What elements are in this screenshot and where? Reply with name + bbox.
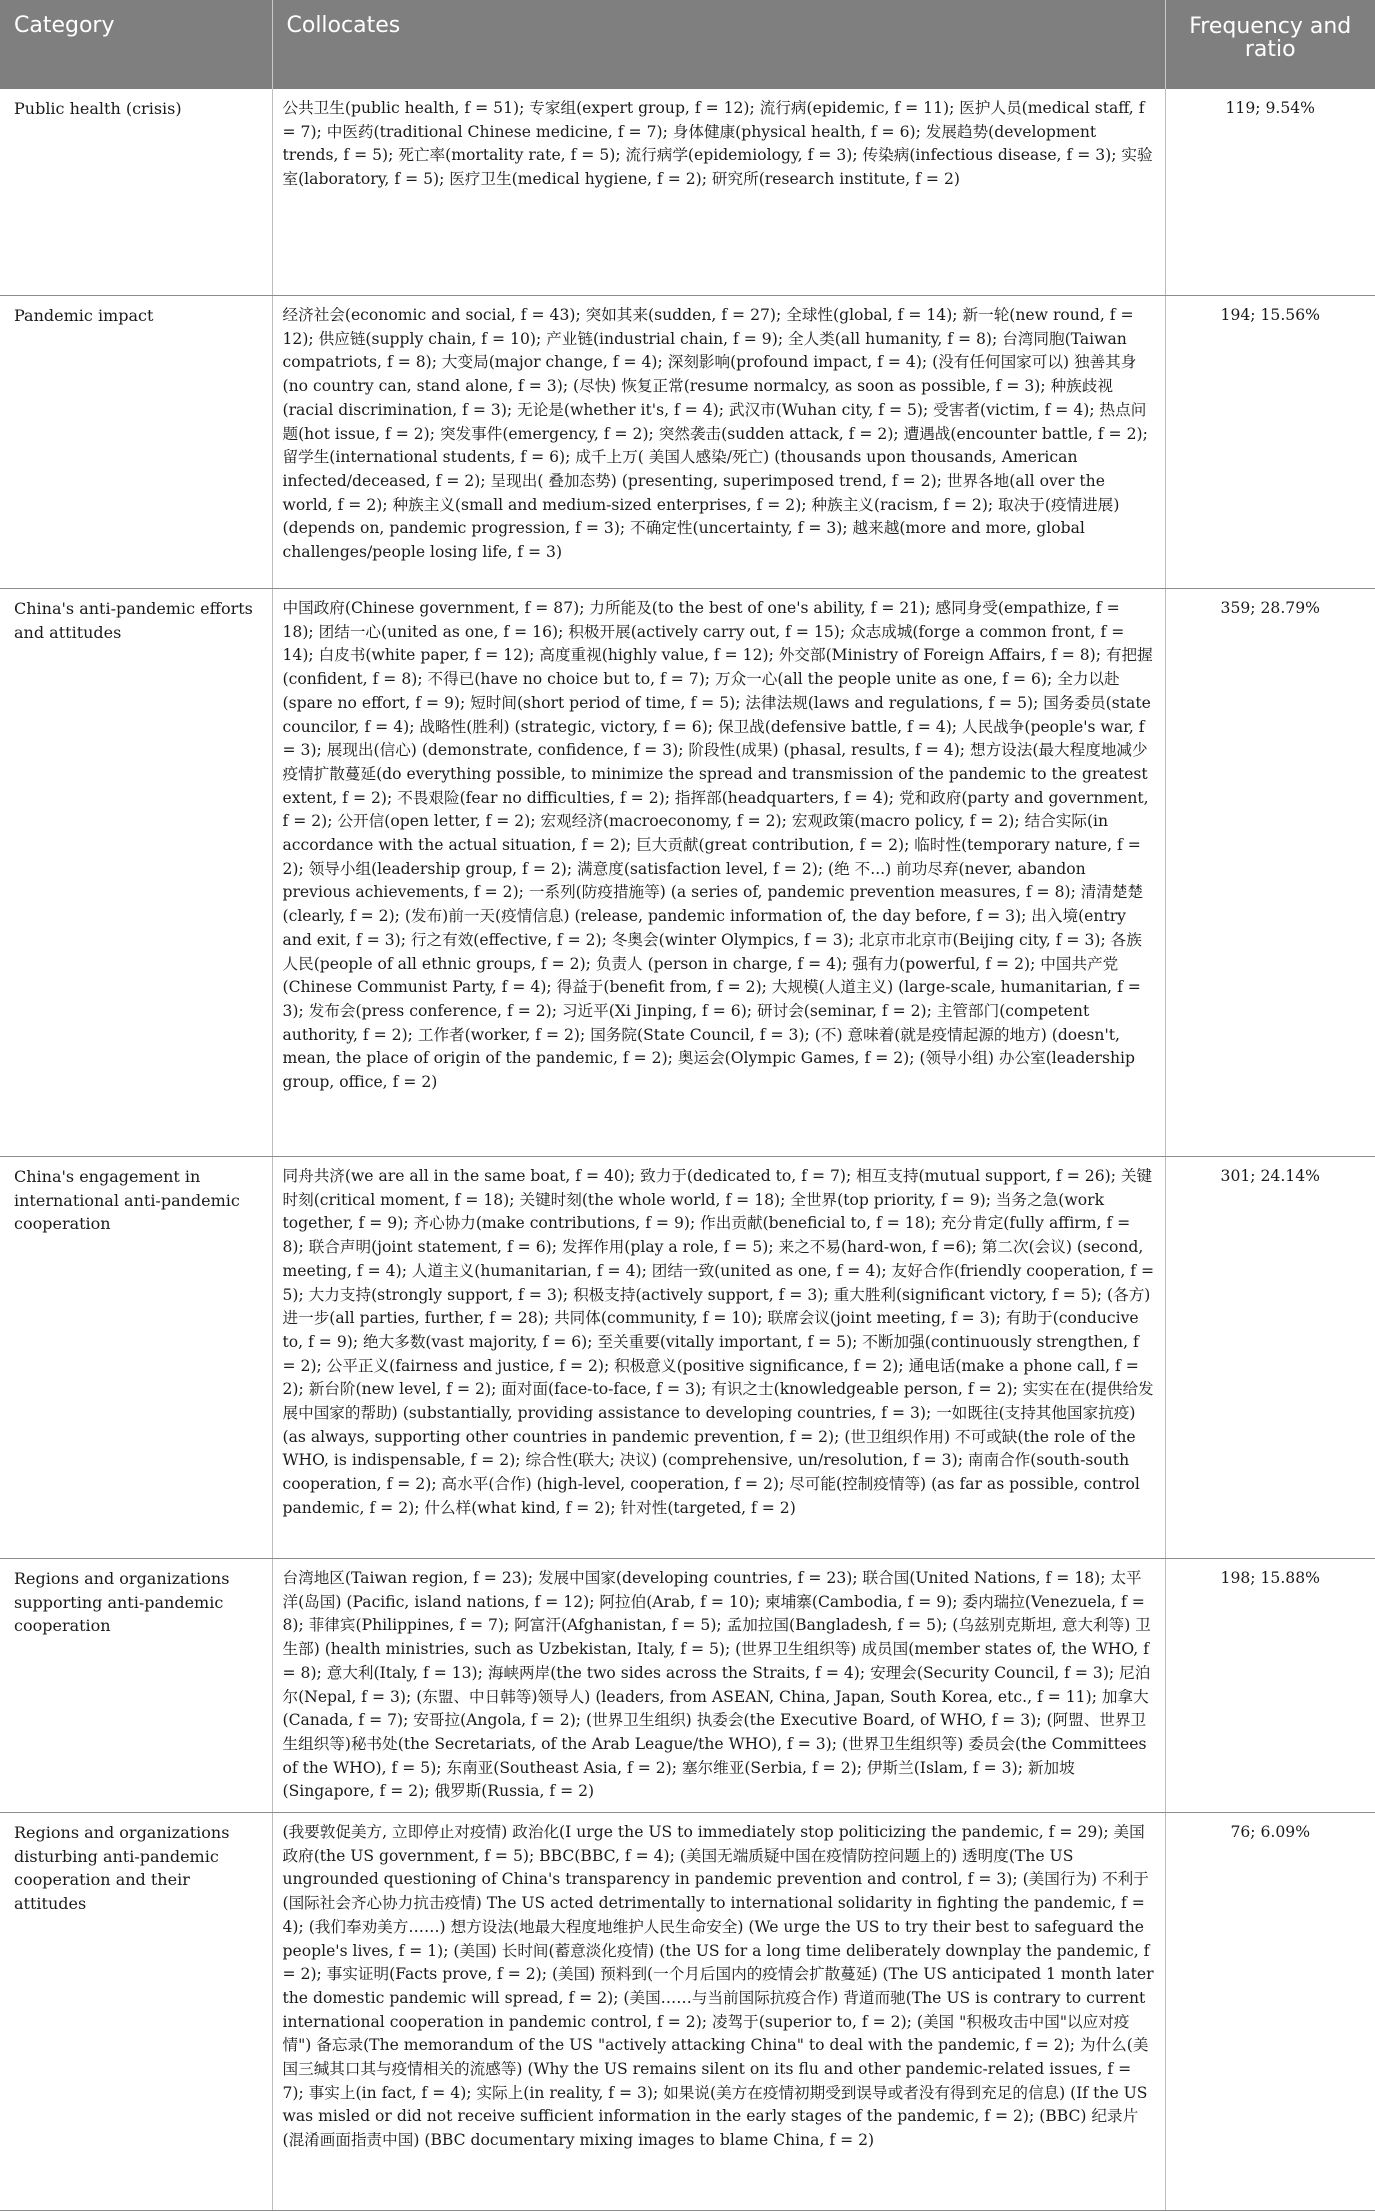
frequency-cell: 194; 15.56%: [1165, 296, 1375, 589]
table-row: [0, 589, 1375, 1157]
collocates-cell: 同舟共济(we are all in the same boat, f = 40); 致力于(dedicated to, f = 7); 相互支持(mutual support, f = 26); 关键时刻(critical moment, f = 18); 关键时刻(the whole world, f = 18); 全世界(top priority, f = 9); 当务之急(work together, f = 9); 齐心协力(make contributions, f = 9); 作出贡献(beneficial to, f = 18); 充分肯定(fully affirm, f = 8); 联合声明(joint statement, f = 6); 发挥作用(play a role, f = 5); 来之不易(hard-won, f =6); 第二次(会议) (second, meeting, f = 4); 人道主义(humanitarian, f = 4); 团结一致(united as one, f = 4); 友好合作(friendly cooperation, f = 5); 大力支持(strongly support, f = 3); 积极支持(actively support, f = 3); 重大胜利(significant victory, f = 5); (各方) 进一步(all parties, further, f = 28); 共同体(community, f = 10); 联席会议(joint meeting, f = 3); 有助于(conducive to, f = 9); 绝大多数(vast majority, f = 6); 至关重要(vitally important, f = 5); 不断加强(continuously strengthen, f = 2); 公平正义(fairness and justice, f = 2); 积极意义(positive significance, f = 2); 通电话(make a phone call, f = 2); 新台阶(new level, f = 2); 面对面(face-to-face, f = 3); 有识之士(knowledgeable person, f = 2); 实实在在(提供给发展中国家的帮助) (substantially, providing assistance to developing countries, f = 3); 一如既往(支持其他国家抗疫) (as always, supporting other countries in pandemic prevention, f = 2); (世卫组织作用) 不可或缺(the role of the WHO, is indispensable, f = 2); 综合性(联大; 决议) (comprehensive, un/resolution, f = 3); 南南合作(south-south cooperation, f = 2); 高水平(合作) (high-level, cooperation, f = 2); 尽可能(控制疫情等) (as far as possible, control pandemic, f = 2); 什么样(what kind, f = 2); 针对性(targeted, f = 2): [272, 1157, 1165, 1559]
frequency-cell: 119; 9.54%: [1165, 89, 1375, 296]
collocates-cell: (我要敦促美方, 立即停止对疫情) 政治化(I urge the US to immediately stop politicizing the pandemic, f = 29); 美国政府(the US government, f = 5); BBC(BBC, f = 4); (美国无端质疑中国在疫情防控问题上的) 透明度(The US ungrounded questioning of China's transparency in pandemic prevention and control, f = 3); (美国行为) 不利于(国际社会齐心协力抗击疫情) The US acted detrimentally to international solidarity in fighting the pandemic, f = 4); (我们奉劝美方……) 想方设法(地最大程度地维护人民生命安全) (We urge the US to try their best to safeguard the people's lives, f = 1); (美国) 长时间(蓄意淡化疫情) (the US for a long time deliberately downplay the pandemic, f = 2); 事实证明(Facts prove, f = 2); (美国) 预料到(一个月后国内的疫情会扩散蔓延) (The US anticipated 1 month later the domestic pandemic will spread, f = 2); (美国……与当前国际抗疫合作) 背道而驰(The US is contrary to current international cooperation in pandemic control, f = 2); 凌驾于(superior to, f = 2); (美国 "积极攻击中国"以应对疫情") 备忘录(The memorandum of the US "actively attacking China" to deal with the pandemic, f = 2); 为什么(美国三缄其口其与疫情相关的流感等) (Why the US remains silent on its flu and other pandemic-related issues, f = 7); 事实上(in fact, f = 4); 实际上(in reality, f = 3); 如果说(美方在疫情初期受到误导或者没有得到充足的信息) (If the US was misled or did not receive sufficient information in the early stages of the pandemic, f = 2); (BBC) 纪录片(混淆画面指责中国) (BBC documentary mixing images to blame China, f = 2): [272, 1813, 1165, 2211]
header-collocates: Collocates: [272, 0, 1165, 89]
frequency-cell: 301; 24.14%: [1165, 1157, 1375, 1559]
table-row: [0, 1157, 1375, 1559]
header-frequency: Frequency and ratio: [1165, 0, 1375, 89]
table-row: [0, 1559, 1375, 1813]
table-row: [0, 1813, 1375, 2211]
category-cell: Pandemic impact: [0, 296, 272, 589]
table-row: [0, 296, 1375, 589]
category-cell: Regions and organizations disturbing anti-pandemic cooperation and their attitudes: [0, 1813, 272, 2211]
category-cell: Public health (crisis): [0, 89, 272, 296]
header-category: Category: [0, 0, 272, 89]
collocates-cell: 中国政府(Chinese government, f = 87); 力所能及(to the best of one's ability, f = 21); 感同身受(empathize, f = 18); 团结一心(united as one, f = 16); 积极开展(actively carry out, f = 15); 众志成城(forge a common front, f = 14); 白皮书(white paper, f = 12); 高度重视(highly value, f = 12); 外交部(Ministry of Foreign Affairs, f = 8); 有把握(confident, f = 8); 不得已(have no choice but to, f = 7); 万众一心(all the people unite as one, f = 6); 全力以赴(spare no effort, f = 9); 短时间(short period of time, f = 5); 法律法规(laws and regulations, f = 5); 国务委员(state councilor, f = 4); 战略性(胜利) (strategic, victory, f = 6); 保卫战(defensive battle, f = 4); 人民战争(people's war, f = 3); 展现出(信心) (demonstrate, confidence, f = 3); 阶段性(成果) (phasal, results, f = 4); 想方设法(最大程度地减少疫情扩散蔓延(do everything possible, to minimize the spread and transmission of the pandemic to the greatest extent, f = 2); 不畏艰险(fear no difficulties, f = 2); 指挥部(headquarters, f = 4); 党和政府(party and government, f = 2); 公开信(open letter, f = 2); 宏观经济(macroeconomy, f = 2); 宏观政策(macro policy, f = 2); 结合实际(in accordance with the actual situation, f = 2); 巨大贡献(great contribution, f = 2); 临时性(temporary nature, f = 2); 领导小组(leadership group, f = 2); 满意度(satisfaction level, f = 2); (绝 不...) 前功尽弃(never, abandon previous achievements, f = 2); 一系列(防疫措施等) (a series of, pandemic prevention measures, f = 8); 清清楚楚(clearly, f = 2); (发布)前一天(疫情信息) (release, pandemic information of, the day before, f = 3); 出入境(entry and exit, f = 3); 行之有效(effective, f = 2); 冬奥会(winter Olympics, f = 3); 北京市北京市(Beijing city, f = 3); 各族人民(people of all ethnic groups, f = 2); 负责人 (person in charge, f = 4); 强有力(powerful, f = 2); 中国共产党(Chinese Communist Party, f = 4); 得益于(benefit from, f = 2); 大规模(人道主义) (large-scale, humanitarian, f = 3); 发布会(press conference, f = 2); 习近平(Xi Jinping, f = 6); 研讨会(seminar, f = 2); 主管部门(competent authority, f = 2); 工作者(worker, f = 2); 国务院(State Council, f = 3); (不) 意味着(就是疫情起源的地方) (doesn't, mean, the place of origin of the pandemic, f = 2); 奥运会(Olympic Games, f = 2); (领导小组) 办公室(leadership group, office, f = 2): [272, 589, 1165, 1157]
category-cell: Regions and organizations supporting anti-pandemic cooperation: [0, 1559, 272, 1813]
frequency-cell: 359; 28.79%: [1165, 589, 1375, 1157]
header-row: [0, 0, 1375, 89]
table-row: [0, 89, 1375, 296]
category-cell: China's engagement in international anti-pandemic cooperation: [0, 1157, 272, 1559]
collocates-cell: 公共卫生(public health, f = 51); 专家组(expert group, f = 12); 流行病(epidemic, f = 11); 医护人员(medical staff, f = 7); 中医药(traditional Chinese medicine, f = 7); 身体健康(physical health, f = 6); 发展趋势(development trends, f = 5); 死亡率(mortality rate, f = 5); 流行病学(epidemiology, f = 3); 传染病(infectious disease, f = 3); 实验室(laboratory, f = 5); 医疗卫生(medical hygiene, f = 2); 研究所(research institute, f = 2): [272, 89, 1165, 296]
collocates-cell: 台湾地区(Taiwan region, f = 23); 发展中国家(developing countries, f = 23); 联合国(United Nations, f = 18); 太平洋(岛国) (Pacific, island nations, f = 12); 阿拉伯(Arab, f = 10); 柬埔寨(Cambodia, f = 9); 委内瑞拉(Venezuela, f = 8); 菲律宾(Philippines, f = 7); 阿富汗(Afghanistan, f = 5); 孟加拉国(Bangladesh, f = 5); (乌兹别克斯坦, 意大利等) 卫生部) (health ministries, such as Uzbekistan, Italy, f = 5); (世界卫生组织等) 成员国(member states of, the WHO, f = 8); 意大利(Italy, f = 13); 海峡两岸(the two sides across the Straits, f = 4); 安理会(Security Council, f = 3); 尼泊尔(Nepal, f = 3); (东盟、中日韩等)领导人) (leaders, from ASEAN, China, Japan, South Korea, etc., f = 11); 加拿大(Canada, f = 7); 安哥拉(Angola, f = 2); (世界卫生组织) 执委会(the Executive Board, of WHO, f = 3); (阿盟、世界卫生组织等)秘书处(the Secretariats, of the Arab League/the WHO), f = 3); (世界卫生组织等) 委员会(the Committees of the WHO), f = 5); 东南亚(Southeast Asia, f = 2); 塞尔维亚(Serbia, f = 2); 伊斯兰(Islam, f = 3); 新加坡(Singapore, f = 2); 俄罗斯(Russia, f = 2): [272, 1559, 1165, 1813]
category-cell: China's anti-pandemic efforts and attitudes: [0, 589, 272, 1157]
table-header: [0, 0, 1375, 89]
collocates-cell: 经济社会(economic and social, f = 43); 突如其来(sudden, f = 27); 全球性(global, f = 14); 新一轮(new round, f = 12); 供应链(supply chain, f = 10); 产业链(industrial chain, f = 9); 全人类(all humanity, f = 8); 台湾同胞(Taiwan compatriots, f = 8); 大变局(major change, f = 4); 深刻影响(profound impact, f = 4); (没有任何国家可以) 独善其身(no country can, stand alone, f = 3); (尽快) 恢复正常(resume normalcy, as soon as possible, f = 3); 种族歧视(racial discrimination, f = 3); 无论是(whether it's, f = 4); 武汉市(Wuhan city, f = 5); 受害者(victim, f = 4); 热点问题(hot issue, f = 2); 突发事件(emergency, f = 2); 突然袭击(sudden attack, f = 2); 遭遇战(encounter battle, f = 2); 留学生(international students, f = 6); 成千上万( 美国人感染/死亡) (thousands upon thousands, American infected/deceased, f = 2); 呈现出( 叠加态势) (presenting, superimposed trend, f = 2); 世界各地(all over the world, f = 2); 种族主义(small and medium-sized enterprises, f = 2); 种族主义(racism, f = 2); 取决于(疫情进展) (depends on, pandemic progression, f = 3); 不确定性(uncertainty, f = 3); 越来越(more and more, global challenges/people losing life, f = 3): [272, 296, 1165, 589]
frequency-cell: 198; 15.88%: [1165, 1559, 1375, 1813]
table-body: [0, 89, 1375, 2211]
frequency-cell: 76; 6.09%: [1165, 1813, 1375, 2211]
